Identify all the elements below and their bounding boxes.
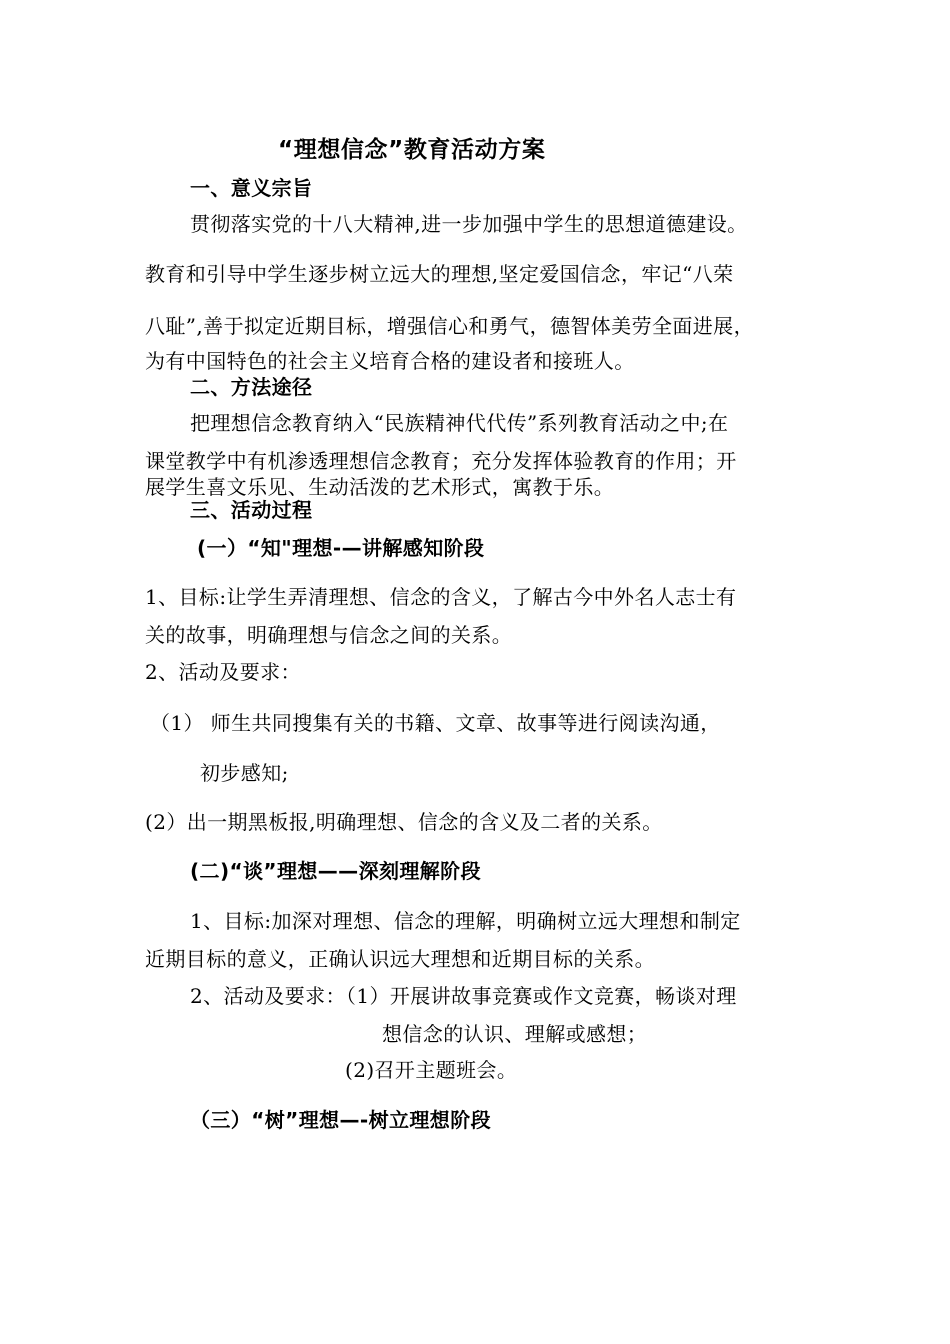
paragraph-line: 2、活动及要求： (145, 660, 301, 684)
list-item: （1） 师生共同搜集有关的书籍、文章、故事等进行阅读沟通， (150, 711, 721, 735)
section-heading-purpose: 一、意义宗旨 (190, 176, 313, 200)
paragraph-line: 八耻”,善于拟定近期目标，增强信心和勇气，德智体美劳全面进展， (145, 314, 754, 338)
paragraph-line: 贯彻落实党的十八大精神,进一步加强中学生的思想道德建设。 (190, 212, 748, 236)
paragraph-line: 1、目标:加深对理想、信念的理解，明确树立远大理想和制定 (190, 909, 741, 933)
section-heading-process: 三、活动过程 (190, 498, 313, 522)
paragraph-line: 为有中国特色的社会主义培育合格的建设者和接班人。 (145, 349, 635, 373)
paragraph-line: 近期目标的意义，正确认识远大理想和近期目标的关系。 (145, 947, 655, 971)
list-item-continuation: 初步感知; (200, 761, 289, 785)
stage-heading-talk: (二)“谈”理想——深刻理解阶段 (190, 859, 481, 883)
paragraph-line: 2、活动及要求：（1）开展讲故事竞赛或作文竞赛，畅谈对理 (190, 984, 737, 1008)
stage-heading-know: (一）“知"理想-—讲解感知阶段 (197, 536, 485, 560)
list-item: (2)召开主题班会。 (345, 1058, 518, 1082)
paragraph-line: 把理想信念教育纳入“民族精神代代传”系列教育活动之中;在 (190, 411, 729, 435)
paragraph-line: 展学生喜文乐见、生动活泼的艺术形式，寓教于乐。 (145, 475, 615, 499)
section-heading-methods: 二、方法途径 (190, 375, 313, 399)
stage-heading-establish: （三）“树”理想—-树立理想阶段 (190, 1108, 491, 1132)
list-item-continuation: 想信念的认识、理解或感想； (382, 1022, 648, 1046)
document-title: “理想信念”教育活动方案 (278, 137, 546, 163)
paragraph-line: 关的故事，明确理想与信念之间的关系。 (145, 623, 513, 647)
paragraph-line: 课堂教学中有机渗透理想信念教育；充分发挥体验教育的作用；开 (145, 449, 737, 473)
paragraph-line: 1、目标:让学生弄清理想、信念的含义，了解古今中外名人志士有 (145, 585, 737, 609)
paragraph-line: 教育和引导中学生逐步树立远大的理想,坚定爱国信念，牢记“八荣 (145, 262, 734, 286)
list-item: (2）出一期黑板报,明确理想、信念的含义及二者的关系。 (145, 810, 663, 834)
